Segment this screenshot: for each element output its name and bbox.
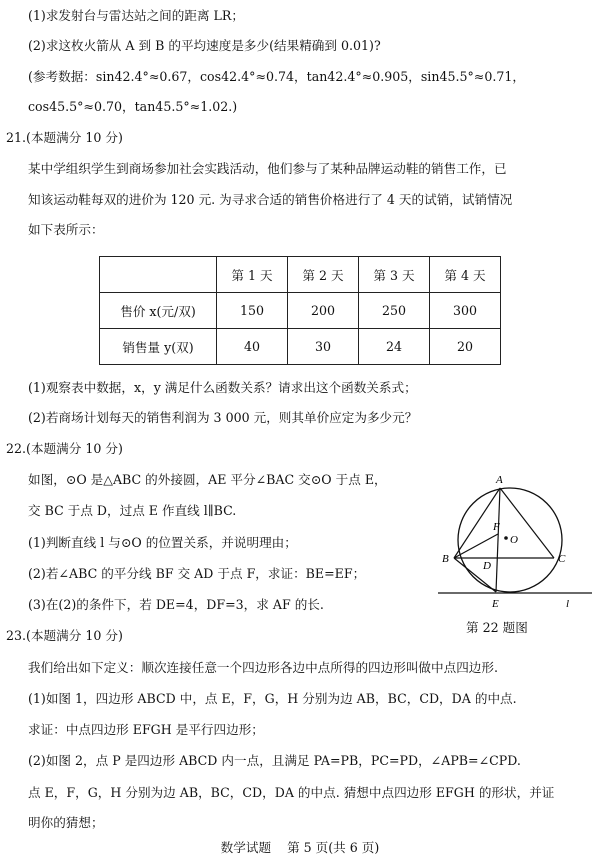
table-header-cell: 第 1 天 [217,257,288,293]
segment-ae [496,488,500,592]
page-footer [0,840,600,856]
table-row-label: 销售量 y(双) [100,329,217,365]
q21-sales-table [99,256,501,365]
table-header-cell: 第 3 天 [359,257,430,293]
center-point-o [504,536,508,540]
q20-reference-line2: cos45.5°≈0.70，tan45.5°≈1.02.) [28,99,238,114]
q21-part2: (2)若商场计划每天的销售利润为 3 000 元，则其单价应定为多少元？ [28,410,418,425]
table-cell: 150 [217,293,288,329]
q22-intro-line2: 交 BC 于点 D，过点 E 作直线 l∥BC. [28,503,237,518]
label-b: B [442,553,449,565]
footer-page-number: 第 5 页(共 6 页) [287,840,380,855]
q21-part1: (1)观察表中数据，x，y 满足什么函数关系？请求出这个函数关系式； [28,380,417,395]
table-cell: 250 [359,293,430,329]
q23-part2-line2: 点 E，F，G，H 分别为边 AB，BC，CD，DA 的中点. 猜想中点四边形 EFGH 的形状，并证 [28,785,555,800]
q22-figure-caption: 第 22 题图 [466,620,528,635]
table-cell: 24 [359,329,430,365]
table-row [100,329,501,365]
table-row [100,293,501,329]
q22-header: 22.(本题满分 10 分) [6,441,123,456]
table-cell: 30 [288,329,359,365]
q22-intro-line1: 如图，⊙O 是△ABC 的外接圆，AE 平分∠BAC 交⊙O 于点 E， [28,472,387,487]
q21-intro-line3: 如下表所示： [28,222,104,237]
q22-part1: (1)判断直线 l 与⊙O 的位置关系，并说明理由； [28,535,297,550]
q20-part1: (1)求发射台与雷达站之间的距离 LR； [28,8,245,23]
table-header-cell: 第 2 天 [288,257,359,293]
table-header-cell [100,257,217,293]
label-o: O [510,534,518,546]
label-e: E [492,598,499,610]
q21-intro-line2: 知该运动鞋每双的进价为 120 元. 为寻求合适的销售价格进行了 4 天的试销，试销情况 [28,192,513,207]
q23-part1-proof: 求证：中点四边形 EFGH 是平行四边形； [28,722,264,737]
q23-part1: (1)如图 1，四边形 ABCD 中，点 E，F，G，H 分别为边 AB，BC，CD，DA 的中点. [28,691,517,706]
q23-part2-line3: 明你的猜想； [28,815,104,830]
label-d: D [483,560,491,572]
q20-reference-line1: (参考数据：sin42.4°≈0.67，cos42.4°≈0.74，tan42.4°≈0.905，sin45.5°≈0.71， [28,69,525,84]
segment-ac [500,488,554,558]
label-l: l [566,598,570,610]
q21-header: 21.(本题满分 10 分) [6,130,123,145]
q23-header: 23.(本题满分 10 分) [6,628,123,643]
label-c: C [558,553,566,565]
label-a: A [496,474,503,486]
q23-intro: 我们给出如下定义：顺次连接任意一个四边形各边中点所得的四边形叫做中点四边形. [28,660,498,675]
q21-intro-line1: 某中学组织学生到商场参加社会实践活动，他们参与了某种品牌运动鞋的销售工作，已 [28,161,507,176]
label-f: F [493,521,500,533]
table-cell: 300 [430,293,501,329]
footer-subject: 数学试题 [220,840,272,855]
table-row-label: 售价 x(元/双) [100,293,217,329]
table-header-row [100,257,501,293]
segment-bf [454,534,498,558]
q23-part2-line1: (2)如图 2，点 P 是四边形 ABCD 内一点，且满足 PA=PB，PC=PD，∠APB=∠CPD. [28,753,521,768]
table-cell: 20 [430,329,501,365]
q20-part2: (2)求这枚火箭从 A 到 B 的平均速度是多少(结果精确到 0.01)? [28,38,381,53]
table-cell: 200 [288,293,359,329]
q22-part2: (2)若∠ABC 的平分线 BF 交 AD 于点 F，求证：BE=EF； [28,566,366,581]
table-cell: 40 [217,329,288,365]
table-header-cell: 第 4 天 [430,257,501,293]
q22-part3: (3)在(2)的条件下，若 DE=4，DF=3，求 AF 的长. [28,597,324,612]
q22-circle-figure [432,470,592,615]
